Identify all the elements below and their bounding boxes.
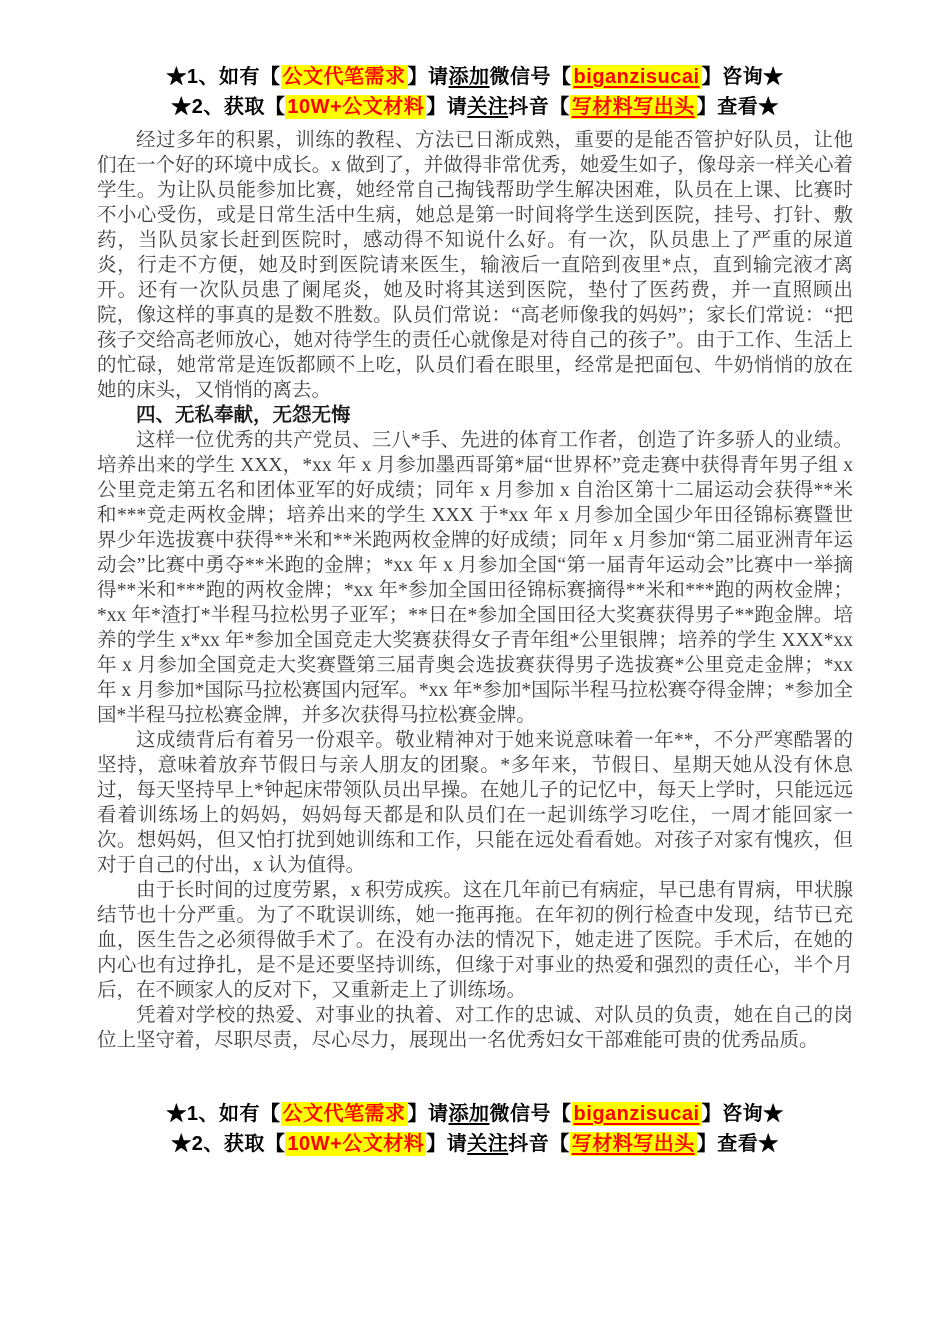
promo-connector: 】请 bbox=[426, 96, 468, 118]
document-body bbox=[97, 128, 853, 1053]
paragraph: 这样一位优秀的共产党员、三八*手、先进的体育工作者，创造了许多骄人的业绩。培养出来的学生 XXX，*xx 年 x 月参加墨西哥第*届“世界杯”竞走赛中获得青年男子组 x 公里竞走第五名和团体亚军的好成绩；同年 x 月参加 x 自治区第十二届运动会获得**米和***竞走两枚金牌；培养出来的学生 XXX 于*xx 年 x 月参加全国少年田径锦标赛暨世界少年选拔赛中获得**米和**米跑两枚金牌的好成绩；同年 x 月参加“第二届亚洲青年运动会”比赛中勇夺**米跑的金牌；*xx 年 x 月参加全国“第一届青年运动会”比赛中一举摘得**米和***跑的两枚金牌；*xx 年*参加全国田径锦标赛摘得**米和***跑的两枚金牌；*xx 年*渣打*半程马拉松男子亚军；**日在*参加全国田径大奖赛获得男子**跑金牌。培养的学生 x*xx 年*参加全国竞走大奖赛获得女子青年组*公里银牌；培养的学生 XXX*xx 年 x 月参加全国竞走大奖赛暨第三届青奥会选拔赛获得男子选拔赛*公里竞走金牌；*xx 年 x 月参加*国际马拉松赛国内冠军。*xx 年*参加*国际半程马拉松赛夺得金牌；*参加全国*半程马拉松赛金牌，并多次获得马拉松赛金牌。 bbox=[97, 430, 853, 726]
promo-banner-bottom bbox=[0, 1099, 950, 1159]
promo-line-1 bbox=[0, 1099, 950, 1129]
promo-prefix: ★1、如有【 bbox=[166, 1103, 281, 1125]
wechat-label: 微信号【 bbox=[489, 66, 572, 88]
materials-highlight: 10W+公文材料 bbox=[287, 96, 425, 118]
douyin-account-highlight: 写材料写出头 bbox=[571, 96, 695, 118]
douyin-label: 抖音【 bbox=[508, 96, 570, 118]
promo-connector: 】请 bbox=[426, 1133, 468, 1155]
wechat-id-highlight: biganzisucai bbox=[573, 1103, 700, 1125]
follow-action-underline: 关注 bbox=[467, 1133, 509, 1155]
douyin-label: 抖音【 bbox=[508, 1133, 570, 1155]
promo-prefix: ★2、获取【 bbox=[171, 1133, 286, 1155]
paragraph: 凭着对学校的热爱、对事业的执着、对工作的忠诚、对队员的负责，她在自己的岗位上坚守着，尽职尽责，尽心尽力，展现出一名优秀妇女干部难能可贵的优秀品质。 bbox=[97, 1005, 853, 1051]
section-heading: 四、无私奉献，无怨无悔 bbox=[136, 405, 351, 426]
promo-prefix: ★1、如有【 bbox=[166, 66, 281, 88]
add-action-underline: 添加 bbox=[448, 66, 490, 88]
promo-connector: 】请 bbox=[407, 1103, 449, 1125]
promo-suffix: 】咨询★ bbox=[701, 1103, 784, 1125]
materials-highlight: 10W+公文材料 bbox=[287, 1133, 425, 1155]
wechat-id-highlight: biganzisucai bbox=[573, 66, 700, 88]
paragraph: 这成绩背后有着另一份艰辛。敬业精神对于她来说意味着一年**，不分严寒酷署的坚持，意味着放弃节假日与亲人朋友的团聚。*多年来，节假日、星期天她从没有休息过，每天坚持早上*钟起床带领队员出早操。在她儿子的记忆中，每天上学时，只能远远看着训练场上的妈妈，妈妈每天都是和队员们在一起训练学习吃住，一周才能回家一次。想妈妈，但又怕打扰到她训练和工作，只能在远处看看她。对孩子对家有愧疚，但对于自己的付出，x 认为值得。 bbox=[97, 730, 853, 876]
follow-action-underline: 关注 bbox=[467, 96, 509, 118]
promo-prefix: ★2、获取【 bbox=[171, 96, 286, 118]
promo-suffix: 】咨询★ bbox=[701, 66, 784, 88]
add-action-underline: 添加 bbox=[448, 1103, 490, 1125]
promo-connector: 】请 bbox=[407, 66, 449, 88]
wechat-label: 微信号【 bbox=[489, 1103, 572, 1125]
promo-line-2 bbox=[0, 1129, 950, 1159]
promo-suffix: 】查看★ bbox=[696, 1133, 779, 1155]
promo-suffix: 】查看★ bbox=[696, 96, 779, 118]
promo-banner-top bbox=[0, 62, 950, 122]
paragraph: 由于长时间的过度劳累，x 积劳成疾。这在几年前已有病症，早已患有胃病，甲状腺结节也十分严重。为了不耽误训练，她一拖再拖。在年初的例行检查中发现，结节已充血，医生告之必须得做手术了。在没有办法的情况下，她走进了医院。手术后，在她的内心也有过挣扎，是不是还要坚持训练，但缘于对事业的热爱和强烈的责任心，半个月后，在不顾家人的反对下，又重新走上了训练场。 bbox=[97, 880, 853, 1001]
paragraph: 经过多年的积累，训练的教程、方法已日渐成熟，重要的是能否管护好队员，让他们在一个好的环境中成长。x 做到了，并做得非常优秀，她爱生如子，像母亲一样关心着学生。为让队员能参加比赛，她经常自己掏钱帮助学生解决困难，队员在上课、比赛时不小心受伤，或是日常生活中生病，她总是第一时间将学生送到医院，挂号、打针、敷药，当队员家长赶到医院时，感动得不知说什么好。有一次，队员患上了严重的尿道炎，行走不方便，她及时到医院请来医生，输液后一直陪到夜里*点，直到输完液才离开。还有一次队员患了阑尾炎，她及时将其送到医院，垫付了医药费，并一直照顾出院，像这样的事真的是数不胜数。队员们常说：“高老师像我的妈妈”；家长们常说：“把孩子交给高老师放心，她对待学生的责任心就像是对待自己的孩子”。由于工作、生活上的忙碌，她常常是连饭都顾不上吃，队员们看在眼里，经常是把面包、牛奶悄悄的放在她的床头，又悄悄的离去。 bbox=[97, 130, 853, 401]
douyin-account-highlight: 写材料写出头 bbox=[571, 1133, 695, 1155]
promo-line-1 bbox=[0, 62, 950, 92]
promo-line-2 bbox=[0, 92, 950, 122]
writing-service-highlight: 公文代笔需求 bbox=[282, 1103, 406, 1125]
writing-service-highlight: 公文代笔需求 bbox=[282, 66, 406, 88]
